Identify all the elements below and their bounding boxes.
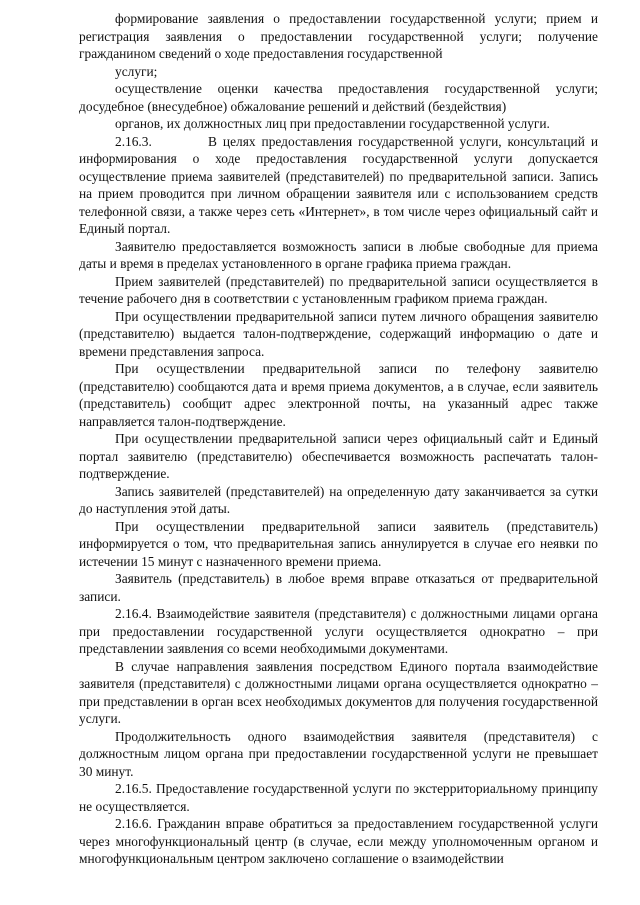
paragraph-2166: 2.16.6. Гражданин вправе обратиться за предоставлением государственной услуги через многофункциональный центр (в случае, если между уполномоченным органом и многофункциональным центром заключено соглашение о взаимодействии [79,816,598,866]
paragraph-13: Заявитель (представитель) в любое время вправе отказаться от предварительной записи. [79,571,598,604]
item-number: 2.16.3. [115,133,152,149]
paragraph-9: При осуществлении предварительной записи по телефону заявителю (представителю) сообщаются дата и время приема документов, а в случае, если заявитель (представитель) сообщит адрес электронной почты, на указанный адрес также направляется талон-подтверждение. [79,361,598,429]
paragraph-7: Прием заявителей (представителей) по предварительной записи осуществляется в течение рабочего дня в соответствии с установленным графиком приема граждан. [79,273,598,306]
paragraph-2: услуги; [115,63,158,79]
paragraph-2163-text: В целях предоставления государственной услуги, консультаций и информирования о ходе предоставления государственной услуги допускается осуществление приема заявителей (представителей) по предварительной записи. Запись на прием проводится при личном обращении заявителя или с использованием средств телефонной связи, а также через сеть «Интернет», в том числе через официальный сайт и Единый портал. [79,133,598,236]
paragraph-10: При осуществлении предварительной записи через официальный сайт и Единый портал заявителю (представителю) обеспечивается возможность распечатать талон-подтверждение. [79,431,598,481]
paragraph-8: При осуществлении предварительной записи путем личного обращения заявителю (представителю) выдается талон-подтверждение, содержащий информацию о дате и времени представления запроса. [79,308,598,359]
paragraph-16: Продолжительность одного взаимодействия заявителя (представителя) с должностным лицом органа при предоставлении государственной услуги не превышает 30 минут. [79,728,598,779]
paragraph-2165: 2.16.5. Предоставление государственной услуги по экстерриториальному принципу не осуществляется. [79,781,598,814]
paragraph-11: Запись заявителей (представителей) на определенную дату заканчивается за сутки до наступления этой даты. [79,483,598,516]
paragraph-1: формирование заявления о предоставлении государственной услуги; прием и регистрация заявления о предоставлении государственной услуги; получение гражданином сведений о ходе предоставления государственной [79,11,598,61]
paragraph-4: органов, их должностных лиц при предоставлении государственной услуги. [115,116,550,131]
paragraph-15: В случае направления заявления посредством Единого портала взаимодействие заявителя (представителя) с должностными лицами органа осуществляется однократно – при представлении в орган всех необходимых документов для получения государственной услуги. [79,658,598,726]
paragraph-6: Заявителю предоставляется возможность записи в любые свободные для приема даты и время в пределах установленного в органе графика приема граждан. [79,238,598,271]
paragraph-3: осуществление оценки качества предоставления государственной услуги; досудебное (внесудебное) обжалование решений и действий (бездействия) [79,81,598,114]
paragraph-2163 [79,133,598,238]
paragraph-12: При осуществлении предварительной записи заявитель (представитель) информируется о том, что предварительная запись аннулируется в случае его неявки по истечении 15 минут с назначенного времени приема. [79,518,598,569]
paragraph-2164: 2.16.4. Взаимодействие заявителя (представителя) с должностными лицами органа при предоставлении государственной услуги осуществляется однократно – при представлении заявления со всеми необходимыми документами. [79,606,598,656]
document-page [79,10,598,868]
